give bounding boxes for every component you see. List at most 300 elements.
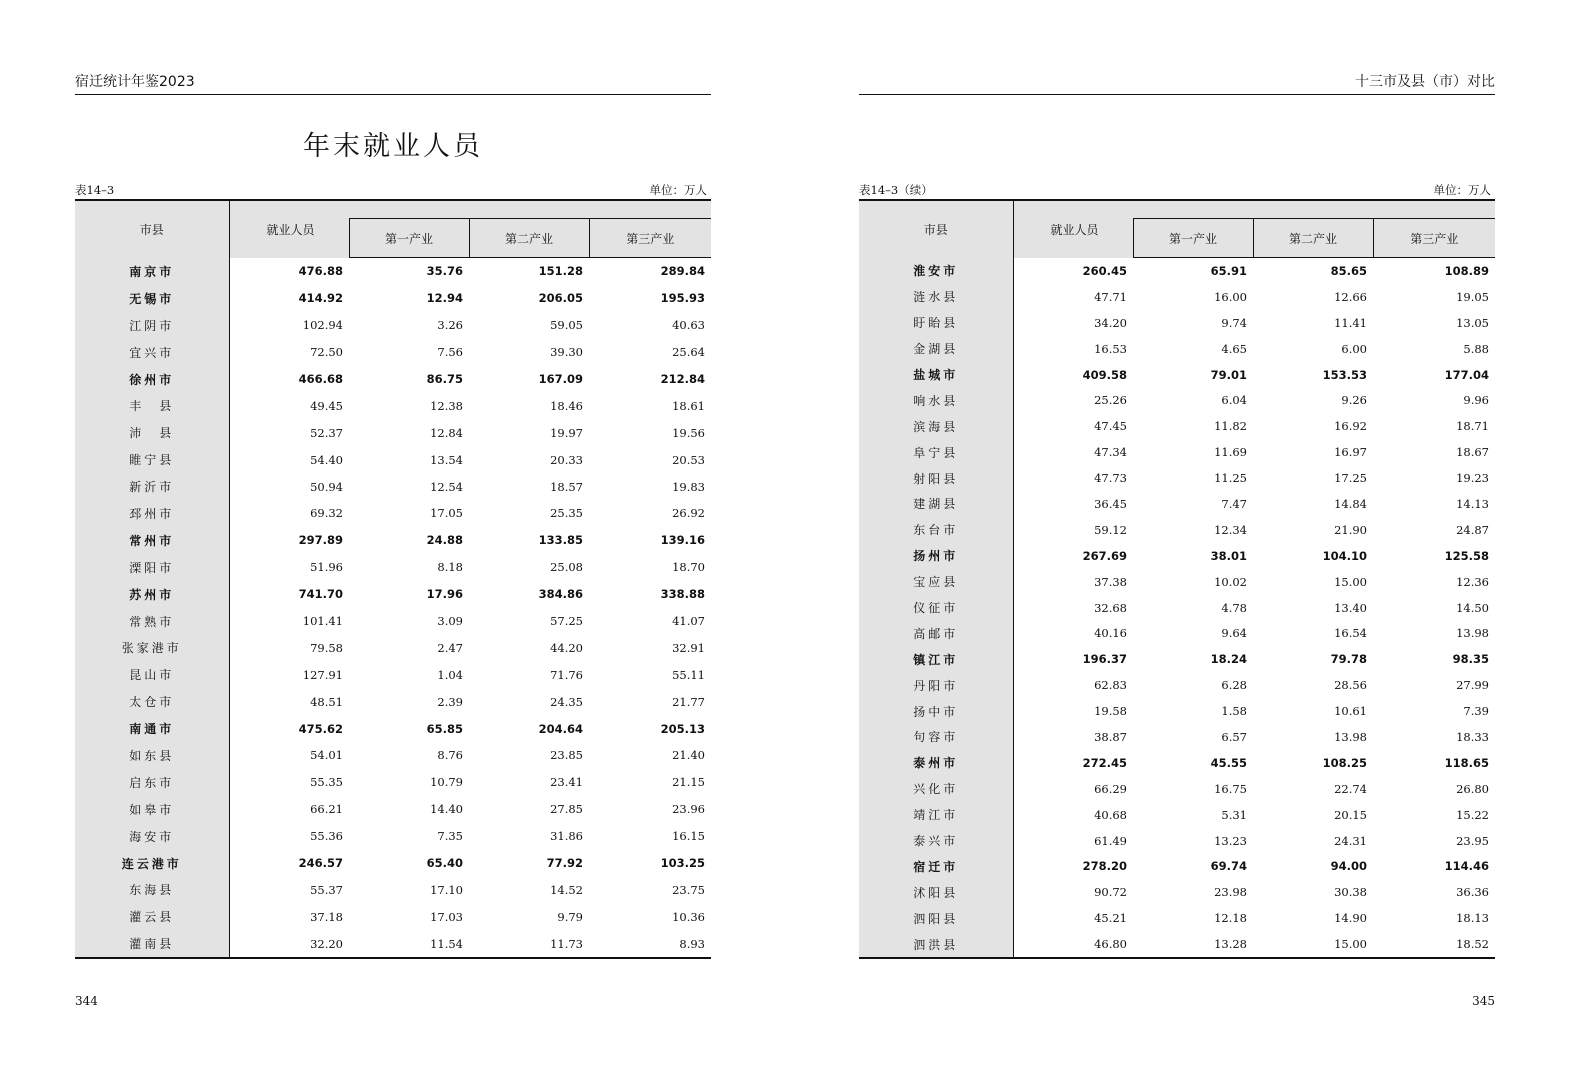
tertiary-cell: 27.99 <box>1456 678 1489 693</box>
tertiary-cell: 125.58 <box>1444 548 1489 563</box>
table-row <box>859 387 1495 413</box>
tertiary-cell: 18.71 <box>1456 419 1489 434</box>
region-cell: 东海县 <box>75 876 229 903</box>
primary-cell: 65.91 <box>1210 263 1247 278</box>
tertiary-cell: 19.23 <box>1456 471 1489 486</box>
primary-cell: 7.35 <box>437 829 463 844</box>
table-row <box>75 419 711 446</box>
table-row <box>859 646 1495 672</box>
primary-cell: 1.04 <box>437 667 463 682</box>
region-cell: 宿迁市 <box>859 853 1013 879</box>
header-tertiary: 第三产业 <box>589 219 711 258</box>
total-cell: 55.36 <box>310 829 343 844</box>
region-cell: 扬中市 <box>859 698 1013 724</box>
region-cell: 东台市 <box>859 517 1013 543</box>
primary-cell: 65.85 <box>426 721 463 736</box>
primary-cell: 69.74 <box>1210 859 1247 874</box>
header-secondary: 第二产业 <box>1253 219 1373 258</box>
table-row <box>859 362 1495 388</box>
table-row <box>75 473 711 500</box>
total-cell: 475.62 <box>298 721 343 736</box>
primary-cell: 12.18 <box>1214 911 1247 926</box>
secondary-cell: 11.41 <box>1334 315 1367 330</box>
table-row <box>75 392 711 419</box>
total-cell: 25.26 <box>1094 393 1127 408</box>
unit-label: 单位：万人 <box>649 183 707 197</box>
total-cell: 55.37 <box>310 882 343 897</box>
region-cell: 阜宁县 <box>859 439 1013 465</box>
tertiary-cell: 9.96 <box>1463 393 1489 408</box>
primary-cell: 16.00 <box>1214 289 1247 304</box>
region-cell: 淮安市 <box>859 258 1013 284</box>
secondary-cell: 19.97 <box>550 425 583 440</box>
region-cell: 盱眙县 <box>859 310 1013 336</box>
region-cell: 张家港市 <box>75 634 229 661</box>
secondary-cell: 104.10 <box>1322 548 1367 563</box>
primary-cell: 11.54 <box>430 936 463 951</box>
region-cell: 沭阳县 <box>859 879 1013 905</box>
right-page <box>859 0 1495 1077</box>
tertiary-cell: 5.88 <box>1463 341 1489 356</box>
tertiary-cell: 21.77 <box>672 694 705 709</box>
table-caption <box>75 182 711 198</box>
table-row <box>75 930 711 958</box>
total-cell: 267.69 <box>1082 548 1127 563</box>
total-cell: 66.29 <box>1094 781 1127 796</box>
secondary-cell: 71.76 <box>550 667 583 682</box>
region-cell: 连云港市 <box>75 850 229 877</box>
page-title: 年末就业人员 <box>303 131 483 162</box>
total-cell: 55.35 <box>310 775 343 790</box>
secondary-cell: 14.52 <box>550 882 583 897</box>
table-row <box>75 285 711 312</box>
secondary-cell: 44.20 <box>550 640 583 655</box>
table-number: 表14–3 <box>75 183 115 197</box>
region-cell: 江阴市 <box>75 312 229 339</box>
tertiary-cell: 103.25 <box>660 856 705 871</box>
primary-cell: 9.74 <box>1221 315 1247 330</box>
page-number: 344 <box>75 994 98 1008</box>
secondary-cell: 151.28 <box>538 264 583 279</box>
primary-cell: 2.47 <box>437 640 463 655</box>
primary-cell: 65.40 <box>426 856 463 871</box>
primary-cell: 8.76 <box>437 748 463 763</box>
total-cell: 272.45 <box>1082 755 1127 770</box>
total-cell: 466.68 <box>298 372 343 386</box>
tertiary-cell: 23.96 <box>672 802 705 817</box>
primary-cell: 7.47 <box>1221 496 1247 511</box>
tertiary-cell: 24.87 <box>1456 522 1489 537</box>
total-cell: 69.32 <box>310 506 343 521</box>
table-row <box>75 661 711 688</box>
total-cell: 59.12 <box>1094 522 1127 537</box>
region-cell: 泰州市 <box>859 750 1013 776</box>
region-cell: 靖江市 <box>859 802 1013 828</box>
primary-cell: 3.09 <box>437 614 463 629</box>
primary-cell: 8.18 <box>437 560 463 575</box>
secondary-cell: 6.00 <box>1341 341 1367 356</box>
table-row <box>75 769 711 796</box>
primary-cell: 12.34 <box>1214 522 1247 537</box>
total-cell: 47.73 <box>1094 471 1127 486</box>
tertiary-cell: 139.16 <box>660 533 705 548</box>
region-cell: 无锡市 <box>75 285 229 312</box>
secondary-cell: 27.85 <box>550 802 583 817</box>
region-cell: 睢宁县 <box>75 446 229 473</box>
total-cell: 46.80 <box>1094 937 1127 952</box>
tertiary-cell: 12.36 <box>1456 574 1489 589</box>
region-cell: 镇江市 <box>859 646 1013 672</box>
header-primary: 第一产业 <box>349 219 469 258</box>
table-row <box>75 715 711 742</box>
secondary-cell: 13.40 <box>1334 600 1367 615</box>
tertiary-cell: 55.11 <box>672 667 705 682</box>
tertiary-cell: 114.46 <box>1444 859 1489 874</box>
tertiary-cell: 13.05 <box>1456 315 1489 330</box>
table-row <box>75 742 711 769</box>
total-cell: 246.57 <box>298 856 343 871</box>
tertiary-cell: 18.70 <box>672 560 705 575</box>
tertiary-cell: 18.61 <box>672 398 705 413</box>
total-cell: 54.40 <box>310 452 343 467</box>
primary-cell: 11.82 <box>1214 419 1247 434</box>
total-cell: 40.16 <box>1094 626 1127 641</box>
region-cell: 灌云县 <box>75 903 229 930</box>
tertiary-cell: 26.80 <box>1456 781 1489 796</box>
tertiary-cell: 41.07 <box>672 614 705 629</box>
secondary-cell: 85.65 <box>1330 263 1367 278</box>
tertiary-cell: 25.64 <box>672 345 705 360</box>
primary-cell: 13.54 <box>430 452 463 467</box>
table-row <box>859 931 1495 958</box>
tertiary-cell: 14.50 <box>1456 600 1489 615</box>
secondary-cell: 22.74 <box>1334 781 1367 796</box>
header-secondary: 第二产业 <box>469 219 589 258</box>
total-cell: 45.21 <box>1094 911 1127 926</box>
primary-cell: 17.96 <box>426 587 463 602</box>
primary-cell: 9.64 <box>1221 626 1247 641</box>
total-cell: 61.49 <box>1094 833 1127 848</box>
secondary-cell: 9.79 <box>557 909 583 924</box>
secondary-cell: 28.56 <box>1334 678 1367 693</box>
tertiary-cell: 23.75 <box>672 882 705 897</box>
region-cell: 高邮市 <box>859 620 1013 646</box>
total-cell: 36.45 <box>1094 496 1127 511</box>
tertiary-cell: 205.13 <box>660 721 705 736</box>
region-cell: 建湖县 <box>859 491 1013 517</box>
region-cell: 徐州市 <box>75 366 229 393</box>
primary-cell: 13.28 <box>1214 937 1247 952</box>
region-cell: 常熟市 <box>75 608 229 635</box>
region-cell: 宝应县 <box>859 569 1013 595</box>
header-spacer <box>349 200 711 219</box>
region-cell: 如皋市 <box>75 796 229 823</box>
secondary-cell: 16.97 <box>1334 445 1367 460</box>
total-cell: 102.94 <box>302 318 343 333</box>
table-row <box>859 569 1495 595</box>
table-row <box>75 823 711 850</box>
secondary-cell: 206.05 <box>538 291 583 306</box>
tertiary-cell: 18.33 <box>1456 729 1489 744</box>
total-cell: 48.51 <box>310 694 343 709</box>
region-cell: 兴化市 <box>859 776 1013 802</box>
table-row <box>859 776 1495 802</box>
table-row <box>859 284 1495 310</box>
region-cell: 金湖县 <box>859 336 1013 362</box>
secondary-cell: 15.00 <box>1334 574 1367 589</box>
tertiary-cell: 18.52 <box>1456 937 1489 952</box>
primary-cell: 12.84 <box>430 425 463 440</box>
primary-cell: 11.25 <box>1214 471 1247 486</box>
primary-cell: 4.65 <box>1221 341 1247 356</box>
region-cell: 盐城市 <box>859 362 1013 388</box>
region-cell: 宜兴市 <box>75 339 229 366</box>
table-number: 表14–3（续） <box>859 183 933 197</box>
secondary-cell: 77.92 <box>546 856 583 871</box>
region-cell: 灌南县 <box>75 930 229 958</box>
total-cell: 127.91 <box>302 667 343 682</box>
total-cell: 52.37 <box>310 425 343 440</box>
primary-cell: 5.31 <box>1221 807 1247 822</box>
total-cell: 37.18 <box>310 909 343 924</box>
region-cell: 涟水县 <box>859 284 1013 310</box>
table-row <box>75 608 711 635</box>
secondary-cell: 18.57 <box>550 479 583 494</box>
region-cell: 苏州市 <box>75 581 229 608</box>
total-cell: 66.21 <box>310 802 343 817</box>
secondary-cell: 25.35 <box>550 506 583 521</box>
header-total: 就业人员 <box>229 200 349 258</box>
tertiary-cell: 289.84 <box>660 264 705 279</box>
total-cell: 32.68 <box>1094 600 1127 615</box>
region-cell: 太仓市 <box>75 688 229 715</box>
primary-cell: 4.78 <box>1221 600 1247 615</box>
table-row <box>859 828 1495 854</box>
tertiary-cell: 19.56 <box>672 425 705 440</box>
secondary-cell: 384.86 <box>538 587 583 602</box>
table-row <box>859 413 1495 439</box>
table-row <box>859 310 1495 336</box>
total-cell: 741.70 <box>298 587 343 602</box>
region-cell: 新沂市 <box>75 473 229 500</box>
secondary-cell: 16.54 <box>1334 626 1367 641</box>
secondary-cell: 23.85 <box>550 748 583 763</box>
secondary-cell: 24.31 <box>1334 833 1367 848</box>
region-cell: 启东市 <box>75 769 229 796</box>
region-cell: 南京市 <box>75 258 229 285</box>
secondary-cell: 18.46 <box>550 398 583 413</box>
total-cell: 16.53 <box>1094 341 1127 356</box>
tertiary-cell: 195.93 <box>660 291 705 306</box>
region-cell: 昆山市 <box>75 661 229 688</box>
total-cell: 297.89 <box>298 533 343 548</box>
secondary-cell: 14.84 <box>1334 496 1367 511</box>
table-row <box>859 258 1495 284</box>
tertiary-cell: 20.53 <box>672 452 705 467</box>
primary-cell: 7.56 <box>437 345 463 360</box>
primary-cell: 45.55 <box>1210 755 1247 770</box>
table-row <box>859 905 1495 931</box>
secondary-cell: 59.05 <box>550 318 583 333</box>
primary-cell: 18.24 <box>1210 652 1247 667</box>
tertiary-cell: 177.04 <box>1444 367 1489 382</box>
table-row <box>859 672 1495 698</box>
table-row <box>75 850 711 877</box>
tertiary-cell: 14.13 <box>1456 496 1489 511</box>
region-cell: 泰兴市 <box>859 828 1013 854</box>
region-cell: 射阳县 <box>859 465 1013 491</box>
secondary-cell: 9.26 <box>1341 393 1367 408</box>
primary-cell: 17.05 <box>430 506 463 521</box>
total-cell: 51.96 <box>310 560 343 575</box>
tertiary-cell: 338.88 <box>660 587 705 602</box>
secondary-cell: 21.90 <box>1334 522 1367 537</box>
total-cell: 47.34 <box>1094 445 1127 460</box>
total-cell: 34.20 <box>1094 315 1127 330</box>
primary-cell: 6.04 <box>1221 393 1247 408</box>
tertiary-cell: 108.89 <box>1444 263 1489 278</box>
primary-cell: 12.54 <box>430 479 463 494</box>
region-cell: 如东县 <box>75 742 229 769</box>
table-row <box>859 595 1495 621</box>
secondary-cell: 24.35 <box>550 694 583 709</box>
primary-cell: 38.01 <box>1210 548 1247 563</box>
secondary-cell: 16.92 <box>1334 419 1367 434</box>
total-cell: 90.72 <box>1094 885 1127 900</box>
tertiary-cell: 19.05 <box>1456 289 1489 304</box>
tertiary-cell: 21.40 <box>672 748 705 763</box>
primary-cell: 2.39 <box>437 694 463 709</box>
region-cell: 常州市 <box>75 527 229 554</box>
table-row <box>859 336 1495 362</box>
tertiary-cell: 8.93 <box>679 936 705 951</box>
table-row <box>859 620 1495 646</box>
tertiary-cell: 40.63 <box>672 318 705 333</box>
table-row <box>75 339 711 366</box>
region-cell: 滨海县 <box>859 413 1013 439</box>
total-cell: 79.58 <box>310 640 343 655</box>
header-spacer <box>1133 200 1495 219</box>
table-row <box>75 688 711 715</box>
primary-cell: 3.26 <box>437 318 463 333</box>
secondary-cell: 79.78 <box>1330 652 1367 667</box>
tertiary-cell: 13.98 <box>1456 626 1489 641</box>
header-region: 市县 <box>859 200 1013 258</box>
region-cell: 丹阳市 <box>859 672 1013 698</box>
table-row <box>859 491 1495 517</box>
region-cell: 丰 县 <box>75 392 229 419</box>
primary-cell: 6.28 <box>1221 678 1247 693</box>
table-row <box>75 581 711 608</box>
secondary-cell: 13.98 <box>1334 729 1367 744</box>
region-cell: 邳州市 <box>75 500 229 527</box>
secondary-cell: 10.61 <box>1334 704 1367 719</box>
total-cell: 260.45 <box>1082 263 1127 278</box>
table-row <box>859 465 1495 491</box>
header-total: 就业人员 <box>1013 200 1133 258</box>
region-cell: 海安市 <box>75 823 229 850</box>
tertiary-cell: 21.15 <box>672 775 705 790</box>
tertiary-cell: 7.39 <box>1463 704 1489 719</box>
region-cell: 句容市 <box>859 724 1013 750</box>
tertiary-cell: 16.15 <box>672 829 705 844</box>
table-row <box>859 517 1495 543</box>
secondary-cell: 15.00 <box>1334 937 1367 952</box>
secondary-cell: 94.00 <box>1330 859 1367 874</box>
secondary-cell: 17.25 <box>1334 471 1367 486</box>
table-row <box>859 543 1495 569</box>
total-cell: 47.45 <box>1094 419 1127 434</box>
secondary-cell: 133.85 <box>538 533 583 548</box>
secondary-cell: 14.90 <box>1334 911 1367 926</box>
region-cell: 沛 县 <box>75 419 229 446</box>
secondary-cell: 39.30 <box>550 345 583 360</box>
table-row <box>75 554 711 581</box>
table-row <box>859 698 1495 724</box>
primary-cell: 17.03 <box>430 909 463 924</box>
tertiary-cell: 23.95 <box>1456 833 1489 848</box>
table-row <box>859 750 1495 776</box>
primary-cell: 13.23 <box>1214 833 1247 848</box>
table-row <box>75 366 711 393</box>
table-caption <box>859 182 1495 198</box>
secondary-cell: 11.73 <box>550 936 583 951</box>
primary-cell: 1.58 <box>1221 704 1247 719</box>
table-row <box>75 446 711 473</box>
primary-cell: 24.88 <box>426 533 463 548</box>
header-primary: 第一产业 <box>1133 219 1253 258</box>
tertiary-cell: 18.67 <box>1456 445 1489 460</box>
table-row <box>859 879 1495 905</box>
total-cell: 196.37 <box>1082 652 1127 667</box>
secondary-cell: 23.41 <box>550 775 583 790</box>
primary-cell: 10.02 <box>1214 574 1247 589</box>
region-cell: 泗阳县 <box>859 905 1013 931</box>
table-row <box>859 439 1495 465</box>
secondary-cell: 167.09 <box>538 372 583 386</box>
region-cell: 仪征市 <box>859 595 1013 621</box>
secondary-cell: 20.33 <box>550 452 583 467</box>
total-cell: 101.41 <box>302 614 343 629</box>
total-cell: 54.01 <box>310 748 343 763</box>
running-head: 十三市及县（市）对比 <box>859 72 1495 95</box>
table-row <box>75 312 711 339</box>
region-cell: 溧阳市 <box>75 554 229 581</box>
total-cell: 49.45 <box>310 398 343 413</box>
tertiary-cell: 10.36 <box>672 909 705 924</box>
tertiary-cell: 18.13 <box>1456 911 1489 926</box>
total-cell: 47.71 <box>1094 289 1127 304</box>
primary-cell: 6.57 <box>1221 729 1247 744</box>
primary-cell: 17.10 <box>430 882 463 897</box>
header-tertiary: 第三产业 <box>1373 219 1495 258</box>
tertiary-cell: 32.91 <box>672 640 705 655</box>
tertiary-cell: 98.35 <box>1452 652 1489 667</box>
header-region: 市县 <box>75 200 229 258</box>
table-row <box>75 796 711 823</box>
table-row <box>859 724 1495 750</box>
primary-cell: 14.40 <box>430 802 463 817</box>
tertiary-cell: 212.84 <box>660 372 705 386</box>
total-cell: 19.58 <box>1094 704 1127 719</box>
total-cell: 414.92 <box>298 291 343 306</box>
region-cell: 响水县 <box>859 387 1013 413</box>
total-cell: 38.87 <box>1094 729 1127 744</box>
primary-cell: 86.75 <box>426 372 463 386</box>
total-cell: 409.58 <box>1082 367 1127 382</box>
secondary-cell: 20.15 <box>1334 807 1367 822</box>
secondary-cell: 25.08 <box>550 560 583 575</box>
